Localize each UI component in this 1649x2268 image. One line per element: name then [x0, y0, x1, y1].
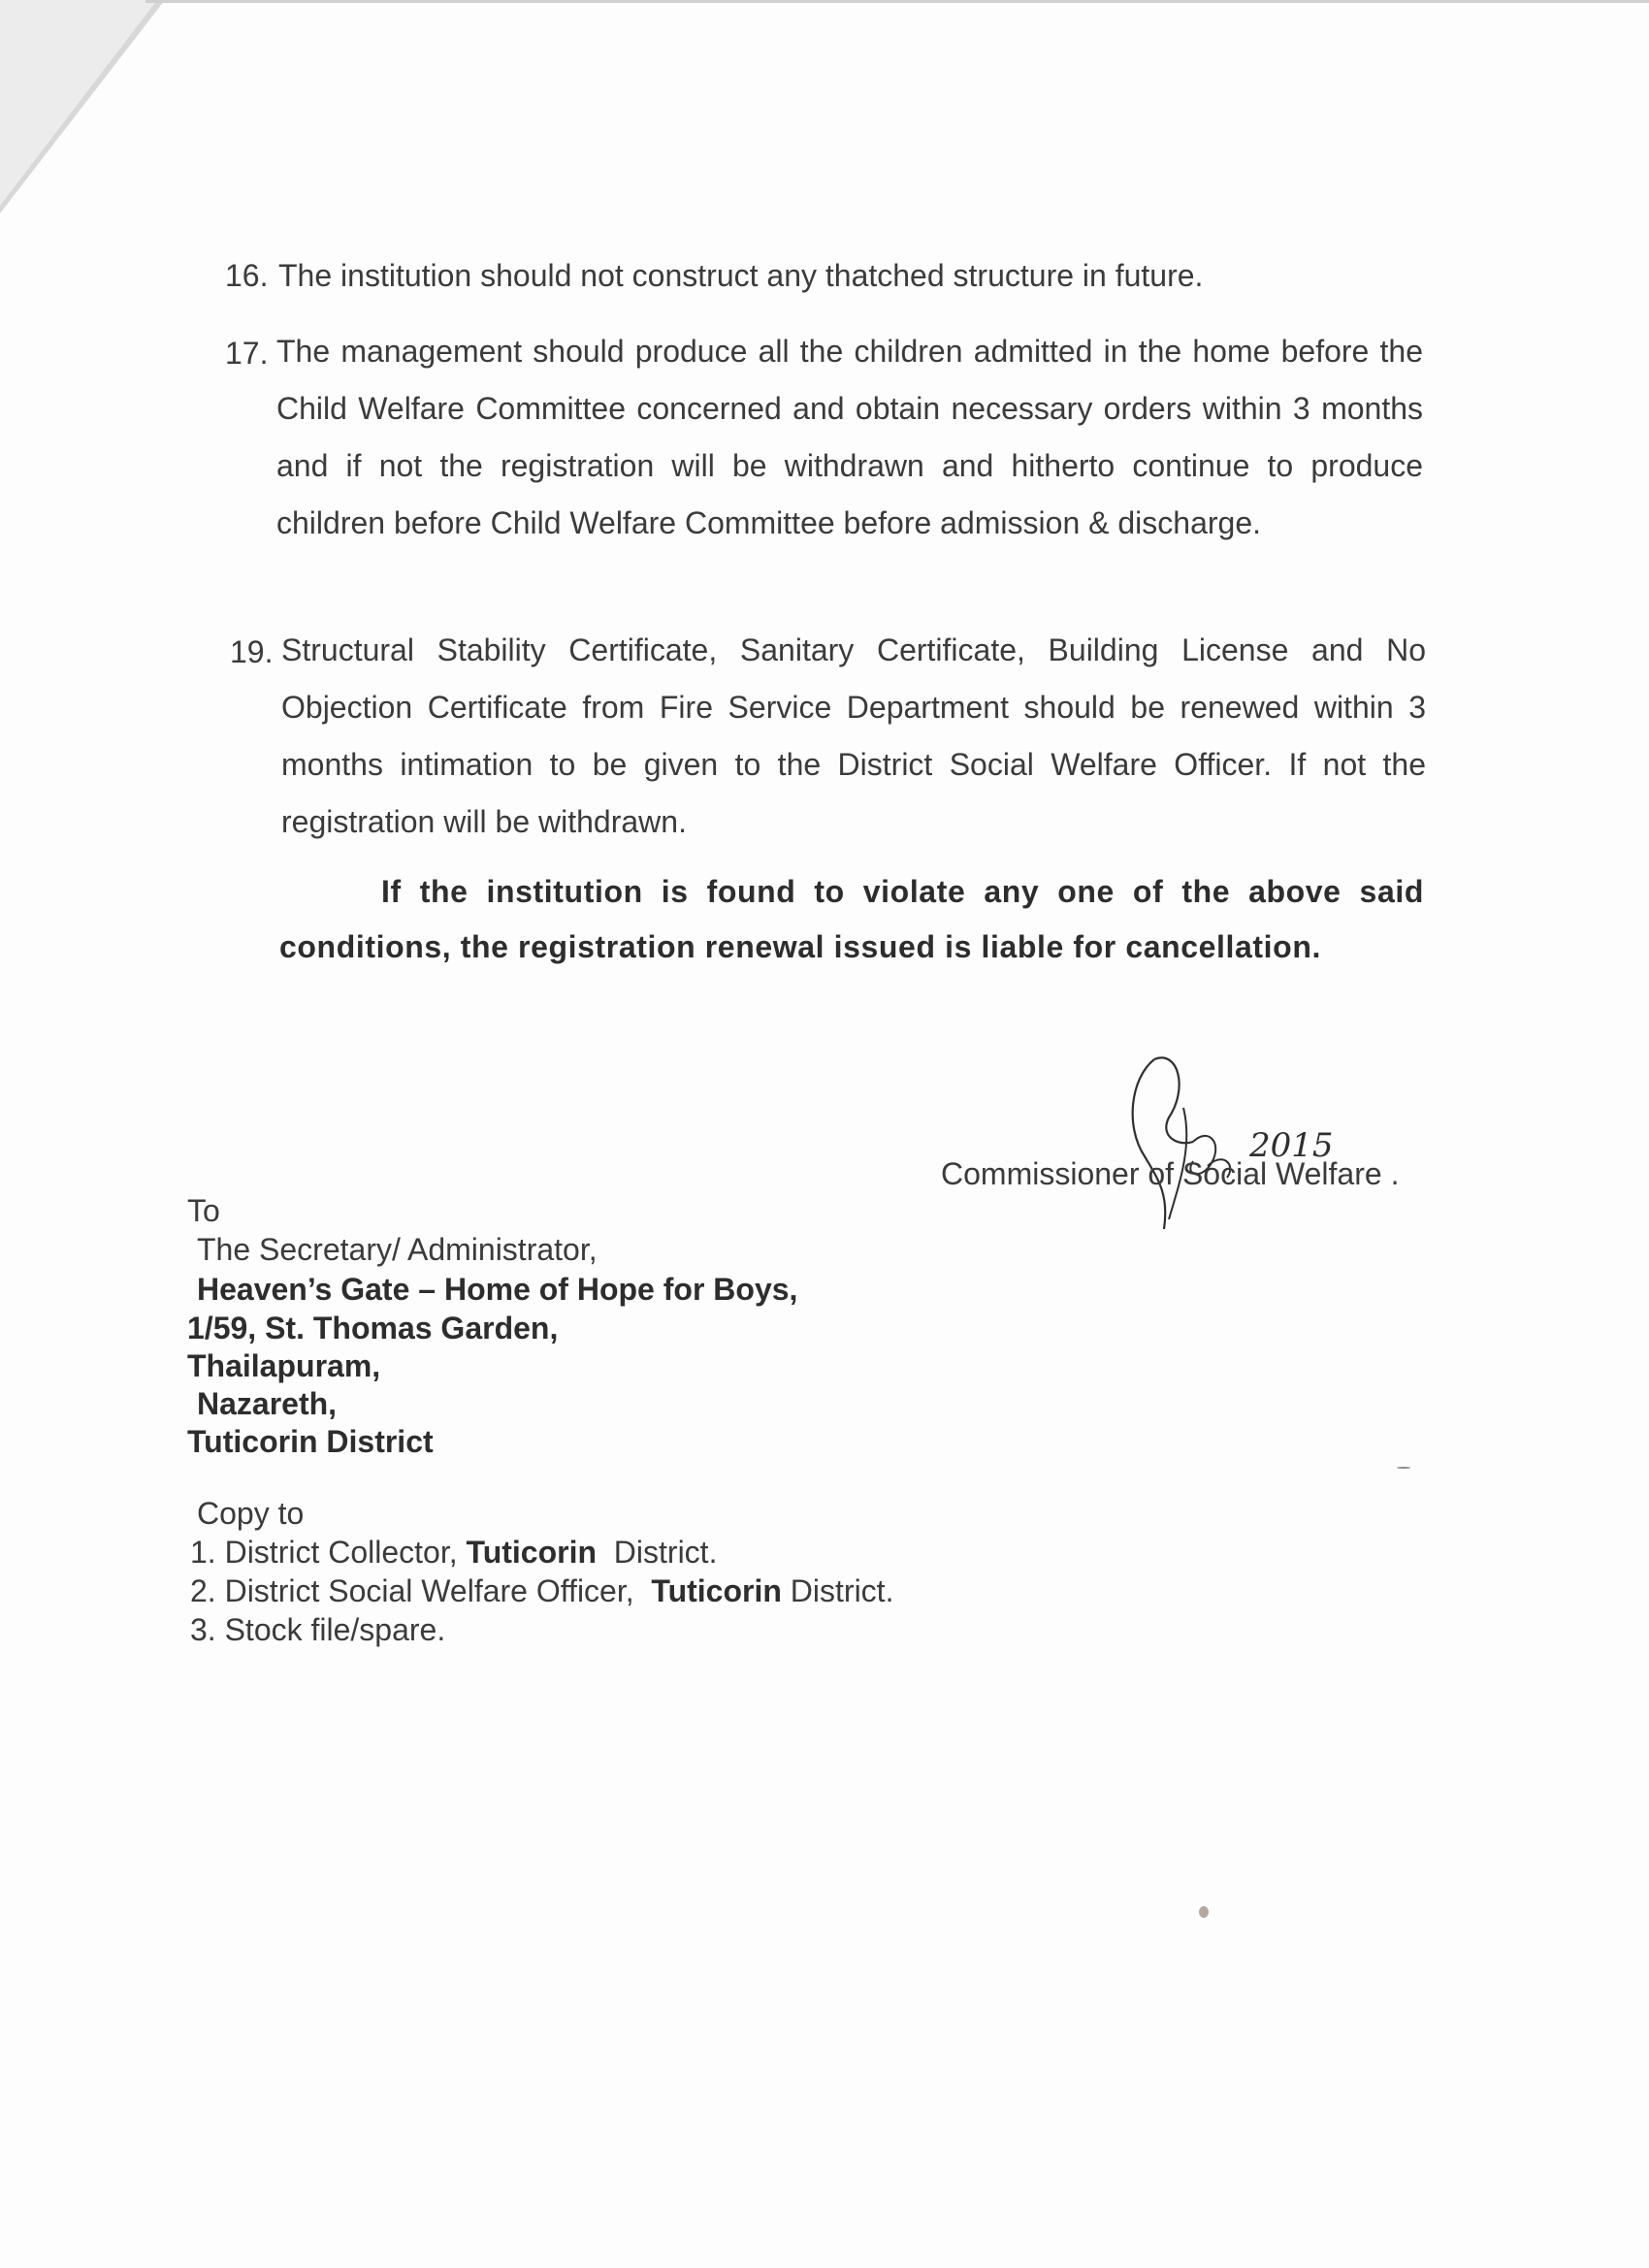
copy-to-entry: [190, 1573, 893, 1609]
item-number: 19.: [230, 634, 274, 669]
copy-entry-text: District Collector,: [224, 1535, 467, 1570]
copy-entry-district: Tuticorin: [651, 1573, 782, 1608]
recipient-address-line: Thailapuram,: [187, 1348, 381, 1383]
recipient-address-line: Tuticorin District: [187, 1424, 434, 1459]
handwritten-signature: [1125, 1050, 1358, 1234]
to-label: To: [187, 1193, 220, 1228]
closing-statement: If the institution is found to violate any one of the above said conditions, the registration renewal issued is liable for cancellation.: [279, 874, 1424, 964]
copy-entry-text: Stock file/spare.: [224, 1612, 446, 1647]
folded-corner-highlight: [0, 0, 157, 206]
condition-item-17: The management should produce all the children admitted in the home before the Child Welfare Committee concerned and obtain necessary orders within 3 months and if not the registration will be withdrawn and hitherto continue to produce children before Child Welfare Committee before admission & discharge.: [276, 334, 1423, 540]
recipient-address-line: 1/59, St. Thomas Garden,: [187, 1311, 559, 1345]
copy-entry-district: Tuticorin: [466, 1535, 598, 1570]
copy-entry-number: 3.: [190, 1612, 216, 1647]
item-number: 17.: [225, 336, 269, 371]
copy-entry-suffix: District.: [597, 1535, 718, 1570]
recipient-institution: Heaven’s Gate – Home of Hope for Boys,: [197, 1272, 798, 1307]
scan-speck: [1199, 1906, 1209, 1918]
page-top-edge: [146, 0, 1649, 3]
copy-to-entry: [190, 1612, 445, 1648]
item-number: 16.: [225, 258, 269, 293]
copy-to-entry: [190, 1535, 717, 1571]
condition-item-16: The institution should not construct any thatched structure in future.: [278, 258, 1204, 293]
copy-entry-suffix: District.: [781, 1573, 894, 1608]
copy-entry-number: 1.: [190, 1535, 216, 1570]
handwritten-date: 2015: [1249, 1126, 1334, 1165]
copy-entry-text: District Social Welfare Officer,: [224, 1573, 652, 1608]
condition-item-19: Structural Stability Certificate, Sanitary Certificate, Building License and No Objection Certificate from Fire Service Department should be renewed within 3 months intimation to be given to the District Social Welfare Officer. If not the registration will be withdrawn.: [281, 632, 1426, 839]
recipient-address-line: Nazareth,: [197, 1386, 338, 1421]
signatory-title: Commissioner of Social Welfare .: [941, 1156, 1400, 1191]
copy-to-label: Copy to: [197, 1496, 305, 1531]
recipient-designation: The Secretary/ Administrator,: [197, 1232, 598, 1267]
scan-speck: [1397, 1467, 1410, 1469]
copy-entry-number: 2.: [190, 1573, 216, 1608]
